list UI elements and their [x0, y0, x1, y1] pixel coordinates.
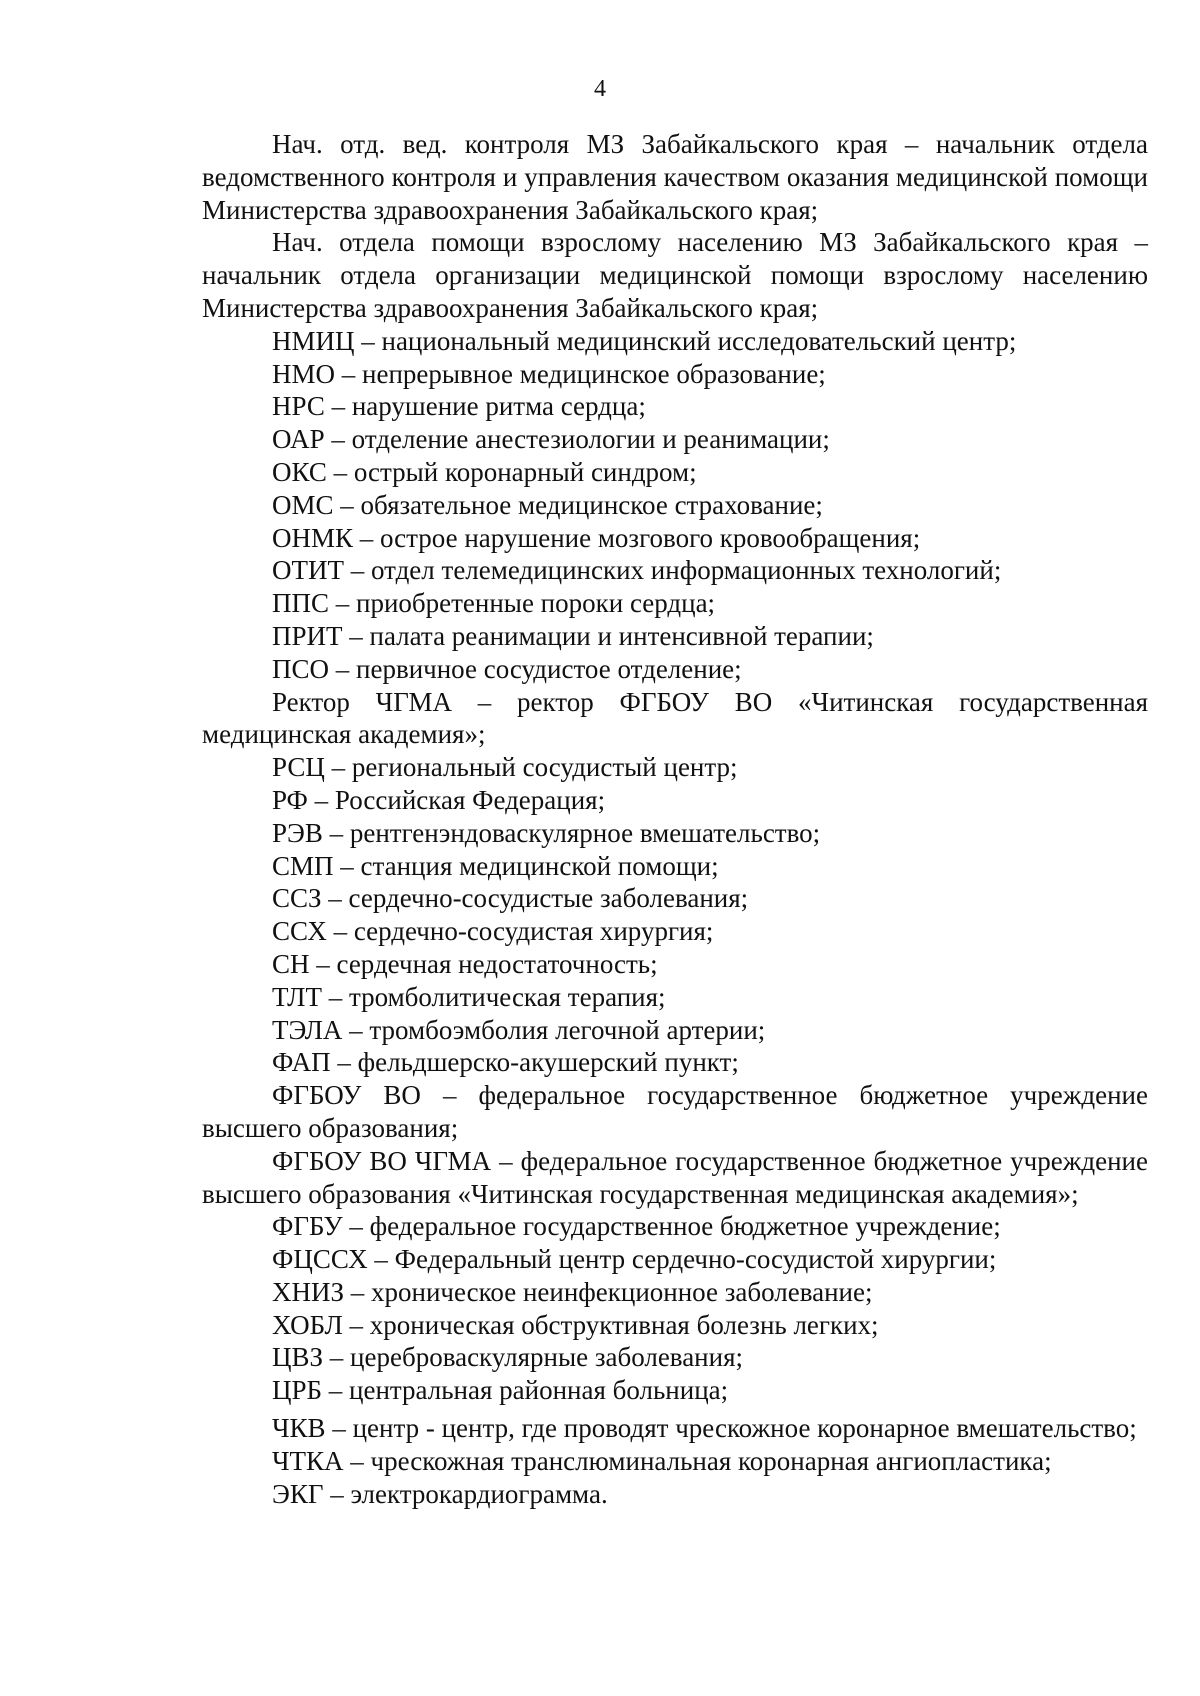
definition-paragraph: СН – сердечная недостаточность;: [272, 948, 658, 979]
definition-paragraph: ОКС – острый коронарный синдром;: [272, 456, 697, 487]
definition-paragraph: ППС – приобретенные пороки сердца;: [272, 588, 716, 619]
definition-paragraph: ОНМК – острое нарушение мозгового кровообращения;: [272, 522, 921, 553]
definition-paragraph: ХОБЛ – хроническая обструктивная болезнь легких;: [272, 1309, 879, 1340]
page-number: 4: [594, 76, 606, 102]
definition-paragraph: НРС – нарушение ритма сердца;: [272, 391, 646, 422]
definition-paragraph: ССХ – сердечно-сосудистая хирургия;: [272, 916, 714, 947]
definition-paragraph: ПСО – первичное сосудистое отделение;: [272, 653, 742, 684]
definition-paragraph: ЧКВ – центр - центр, где проводят чрескожное коронарное вмешательство;: [272, 1413, 1137, 1444]
definition-paragraph: ФГБОУ ВО – федеральное государственное бюджетное учреждение высшего образования;: [202, 1080, 1148, 1143]
definition-paragraph: РФ – Российская Федерация;: [272, 784, 606, 815]
definition-paragraph: ЦВЗ – цереброваскулярные заболевания;: [272, 1342, 743, 1373]
definition-paragraph: Нач. отдела помощи взрослому населению МЗ Забайкальского края – начальник отдела организации медицинской помощи взрослому населению Министерства здравоохранения Забайкальского края;: [202, 227, 1148, 323]
definition-paragraph: ХНИЗ – хроническое неинфекционное заболевание;: [272, 1276, 873, 1307]
definition-paragraph: СМП – станция медицинской помощи;: [272, 850, 719, 881]
definition-paragraph: ПРИТ – палата реанимации и интенсивной терапии;: [272, 620, 874, 651]
definition-paragraph: Нач. отд. вед. контроля МЗ Забайкальского края – начальник отдела ведомственного контроля и управления качеством оказания медицинской помощи Министерства здравоохранения Забайкальского края;: [202, 129, 1148, 225]
definition-paragraph: ФГБОУ ВО ЧГМА – федеральное государственное бюджетное учреждение высшего образования «Читинская государственная медицинская академия»;: [202, 1145, 1148, 1209]
definition-paragraph: ТЭЛА – тромбоэмболия легочной артерии;: [272, 1014, 766, 1045]
abbreviations-list: [202, 128, 1148, 1510]
definition-paragraph: ЦРБ – центральная районная больница;: [272, 1375, 729, 1406]
definition-paragraph: НМО – непрерывное медицинское образование;: [272, 358, 826, 389]
definition-paragraph: РЭВ – рентгенэндоваскулярное вмешательство;: [272, 817, 821, 848]
definition-paragraph: ЭКГ – электрокардиограмма.: [272, 1478, 608, 1509]
definition-paragraph: РСЦ – региональный сосудистый центр;: [272, 752, 738, 783]
definition-paragraph: ОМС – обязательное медицинское страхование;: [272, 489, 823, 520]
definition-paragraph: ОАР – отделение анестезиологии и реанимации;: [272, 424, 830, 455]
definition-paragraph: ЧТКА – чрескожная транслюминальная коронарная ангиопластика;: [272, 1445, 1052, 1476]
definition-paragraph: ССЗ – сердечно-сосудистые заболевания;: [272, 883, 749, 914]
definition-paragraph: ТЛТ – тромболитическая терапия;: [272, 981, 666, 1012]
definition-paragraph: ФЦССХ – Федеральный центр сердечно-сосудистой хирургии;: [272, 1244, 997, 1275]
definition-paragraph: ФГБУ – федеральное государственное бюджетное учреждение;: [272, 1211, 1001, 1242]
definition-paragraph: Ректор ЧГМА – ректор ФГБОУ ВО «Читинская государственная медицинская академия»;: [202, 686, 1148, 750]
definition-paragraph: ФАП – фельдшерско-акушерский пункт;: [272, 1047, 739, 1078]
definition-paragraph: НМИЦ – национальный медицинский исследовательский центр;: [272, 325, 1017, 356]
definition-paragraph: ОТИТ – отдел телемедицинских информационных технологий;: [272, 555, 1002, 586]
